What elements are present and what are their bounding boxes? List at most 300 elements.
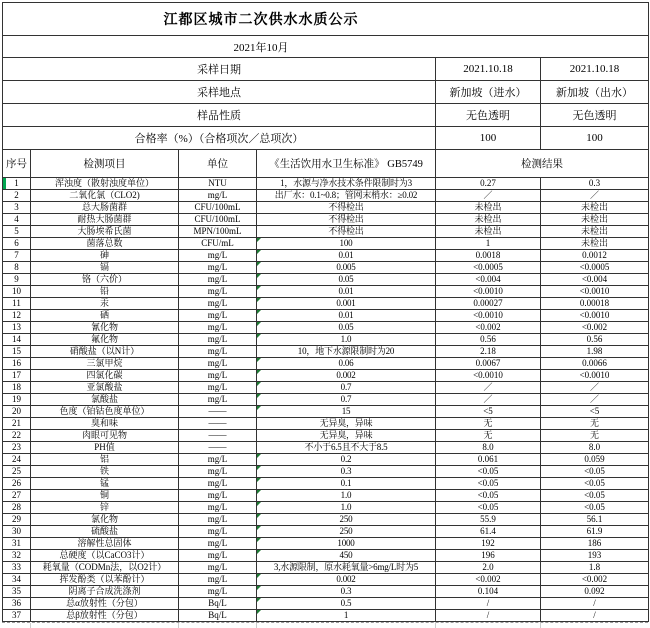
cell-standard: 0.2 [257, 454, 436, 466]
cell-unit: CFU/100mL [179, 202, 257, 214]
cell-item: 四氯化碳 [31, 370, 179, 382]
cell-result-inlet: / [436, 598, 541, 610]
cell-result-inlet: ／ [436, 382, 541, 394]
cell-unit: mg/L [179, 250, 257, 262]
cell-unit: —— [179, 430, 257, 442]
cell-item: 氯酸盐 [31, 394, 179, 406]
cell-item: 耗氧量（CODMn法，以O2计） [31, 562, 179, 574]
cell-result-inlet: ／ [436, 394, 541, 406]
cell-no: 12 [3, 310, 31, 322]
table-row [3, 454, 649, 466]
cell-item: 汞 [31, 298, 179, 310]
cell-no: 4 [3, 214, 31, 226]
cell-result-outlet: 8.0 [541, 442, 649, 454]
green-corner-marker [257, 526, 261, 530]
report-month: 2021年10月 [233, 41, 289, 54]
cell-item: 菌落总数 [31, 238, 179, 250]
cell-result-inlet: <0.002 [436, 322, 541, 334]
cell-item: 肉眼可见物 [31, 430, 179, 442]
page-title: 江都区城市二次供水水质公示 [163, 13, 359, 28]
cell-result-inlet: 无 [436, 418, 541, 430]
cell-standard: 0.5 [257, 598, 436, 610]
table-row [3, 286, 649, 298]
cell-result-inlet: <0.0010 [436, 370, 541, 382]
cell-item: 溶解性总固体 [31, 538, 179, 550]
cell-item: 色度（铂钴色度单位） [31, 406, 179, 418]
cell-no: 1 [3, 178, 31, 190]
sampling-location-row [3, 81, 649, 104]
cell-no: 36 [3, 598, 31, 610]
cell-item: 铝 [31, 454, 179, 466]
cell-result-outlet: ／ [541, 190, 649, 202]
cell-result-outlet: 0.092 [541, 586, 649, 598]
cell-standard: 0.7 [257, 382, 436, 394]
cell-result-inlet: <0.05 [436, 478, 541, 490]
header-result: 检测结果 [436, 150, 649, 178]
cell-result-outlet: 未检出 [541, 202, 649, 214]
cell-result-outlet: <0.0010 [541, 310, 649, 322]
cell-result-inlet: <0.0010 [436, 310, 541, 322]
cell-unit: —— [179, 442, 257, 454]
cell-unit: CFU/100mL [179, 214, 257, 226]
cell-unit: mg/L [179, 454, 257, 466]
table-row [3, 562, 649, 574]
table-row [3, 574, 649, 586]
subtitle-cell [3, 36, 649, 58]
cell-result-inlet: 61.4 [436, 526, 541, 538]
cell-no: 15 [3, 346, 31, 358]
table-row [3, 238, 649, 250]
cell-result-inlet: ／ [436, 190, 541, 202]
sampling-date-label: 采样日期 [3, 58, 436, 81]
table-row [3, 202, 649, 214]
gridline [178, 623, 179, 628]
green-corner-marker [257, 286, 261, 290]
cell-result-inlet: 0.56 [436, 334, 541, 346]
cell-unit: mg/L [179, 370, 257, 382]
table-row [3, 514, 649, 526]
table-row [3, 526, 649, 538]
cell-no: 25 [3, 466, 31, 478]
cell-result-outlet: ／ [541, 394, 649, 406]
cell-item: 总硬度（以CaCO3计） [31, 550, 179, 562]
column-header-row [3, 150, 649, 178]
green-corner-marker [257, 298, 261, 302]
table-row [3, 298, 649, 310]
sampling-location-outlet: 新加坡（出水） [541, 81, 649, 104]
table-row [3, 250, 649, 262]
cell-standard: 0.001 [257, 298, 436, 310]
green-corner-marker [257, 238, 261, 242]
table-row [3, 382, 649, 394]
table-row [3, 502, 649, 514]
cell-standard: 1.0 [257, 502, 436, 514]
cell-unit: mg/L [179, 322, 257, 334]
cell-item: 铁 [31, 466, 179, 478]
cell-no: 29 [3, 514, 31, 526]
cell-standard: 不得检出 [257, 202, 436, 214]
cell-item: 浑浊度（散射浊度单位） [31, 178, 179, 190]
table-row [3, 334, 649, 346]
green-corner-marker [257, 322, 261, 326]
cell-standard: 0.01 [257, 250, 436, 262]
cell-unit: NTU [179, 178, 257, 190]
cell-result-inlet: 1 [436, 238, 541, 250]
cell-standard: 0.05 [257, 274, 436, 286]
cell-result-inlet: 无 [436, 430, 541, 442]
report-sheet [2, 2, 648, 628]
table-row [3, 490, 649, 502]
cell-result-outlet: <0.05 [541, 478, 649, 490]
cell-result-inlet: 2.0 [436, 562, 541, 574]
cell-item: PH值 [31, 442, 179, 454]
cell-unit: CFU/mL [179, 238, 257, 250]
cell-result-inlet: 0.0018 [436, 250, 541, 262]
cell-result-outlet: <0.05 [541, 502, 649, 514]
green-corner-marker [257, 406, 261, 410]
cell-standard: 无异臭，异味 [257, 418, 436, 430]
cell-no: 22 [3, 430, 31, 442]
green-corner-marker [257, 586, 261, 590]
header-standard: 《生活饮用水卫生标准》 GB5749 [257, 150, 436, 178]
cell-item: 氯化物 [31, 514, 179, 526]
green-corner-marker [257, 454, 261, 458]
table-body [3, 178, 649, 622]
page-break-strip [2, 622, 648, 628]
pass-rate-inlet: 100 [436, 127, 541, 150]
gridline [30, 623, 31, 628]
table-row [3, 358, 649, 370]
table-row [3, 550, 649, 562]
cell-item: 硝酸盐（以N计） [31, 346, 179, 358]
cell-result-inlet: 0.061 [436, 454, 541, 466]
green-corner-marker [257, 394, 261, 398]
cell-result-outlet: 61.9 [541, 526, 649, 538]
cell-result-outlet: 无 [541, 418, 649, 430]
cell-unit: mg/L [179, 478, 257, 490]
cell-result-inlet: <0.004 [436, 274, 541, 286]
cell-result-outlet: <0.0010 [541, 370, 649, 382]
cell-standard: 出厂水：0.1~0.8；管网末梢水：≥0.02 [257, 190, 436, 202]
cell-result-outlet: 193 [541, 550, 649, 562]
cell-no: 31 [3, 538, 31, 550]
cell-result-inlet: 未检出 [436, 214, 541, 226]
title-row [3, 3, 649, 36]
cell-result-inlet: 55.9 [436, 514, 541, 526]
cell-result-outlet: / [541, 598, 649, 610]
green-corner-marker [257, 262, 261, 266]
cell-item: 铅 [31, 286, 179, 298]
cell-unit: mg/L [179, 310, 257, 322]
cell-no: 8 [3, 262, 31, 274]
cell-unit: mg/L [179, 286, 257, 298]
cell-item: 阴离子合成洗涤剂 [31, 586, 179, 598]
cell-result-outlet: <0.002 [541, 322, 649, 334]
sampling-location-label: 采样地点 [3, 81, 436, 104]
cell-standard: 0.3 [257, 466, 436, 478]
cell-result-outlet: 0.3 [541, 178, 649, 190]
cell-result-inlet: <0.0005 [436, 262, 541, 274]
table-row [3, 442, 649, 454]
cell-result-inlet: 未检出 [436, 226, 541, 238]
pass-rate-outlet: 100 [541, 127, 649, 150]
green-corner-marker [257, 358, 261, 362]
table-row [3, 322, 649, 334]
cell-no: 3 [3, 202, 31, 214]
cell-result-outlet: 0.56 [541, 334, 649, 346]
cell-standard: 0.1 [257, 478, 436, 490]
cell-item: 硫酸盐 [31, 526, 179, 538]
table-row [3, 214, 649, 226]
green-corner-marker [257, 478, 261, 482]
cell-item: 硒 [31, 310, 179, 322]
cell-result-outlet: 未检出 [541, 238, 649, 250]
cell-result-outlet: ／ [541, 382, 649, 394]
cell-result-inlet: 192 [436, 538, 541, 550]
cell-standard: 1000 [257, 538, 436, 550]
cell-item: 臭和味 [31, 418, 179, 430]
table-row [3, 226, 649, 238]
gridline [435, 623, 436, 628]
green-corner-marker [257, 274, 261, 278]
cell-item: 总β放射性（分包） [31, 610, 179, 622]
green-corner-marker [257, 490, 261, 494]
cell-unit: mg/L [179, 526, 257, 538]
cell-result-inlet: 0.0067 [436, 358, 541, 370]
cell-no: 2 [3, 190, 31, 202]
header-no: 序号 [3, 150, 31, 178]
cell-result-outlet: 0.0066 [541, 358, 649, 370]
cell-result-outlet: 0.0012 [541, 250, 649, 262]
sampling-date-outlet: 2021.10.18 [541, 58, 649, 81]
cell-result-outlet: <0.05 [541, 466, 649, 478]
cell-unit: mg/L [179, 262, 257, 274]
sampling-location-inlet: 新加坡（进水） [436, 81, 541, 104]
cell-result-outlet: 0.00018 [541, 298, 649, 310]
cell-no: 6 [3, 238, 31, 250]
cell-standard: 0.05 [257, 322, 436, 334]
cell-result-inlet: 未检出 [436, 202, 541, 214]
cell-unit: mg/L [179, 502, 257, 514]
cell-standard: 450 [257, 550, 436, 562]
cell-no: 11 [3, 298, 31, 310]
cell-unit: Bq/L [179, 610, 257, 622]
cell-result-outlet: <0.0005 [541, 262, 649, 274]
cell-result-outlet: 56.1 [541, 514, 649, 526]
cell-result-outlet: / [541, 610, 649, 622]
cell-standard: 1 [257, 610, 436, 622]
cell-no: 28 [3, 502, 31, 514]
subtitle-row [3, 36, 649, 58]
green-corner-marker [257, 502, 261, 506]
cell-result-inlet: 0.104 [436, 586, 541, 598]
cell-unit: mg/L [179, 562, 257, 574]
cell-unit: mg/L [179, 334, 257, 346]
cell-result-inlet: 8.0 [436, 442, 541, 454]
cell-result-inlet: <0.002 [436, 574, 541, 586]
cell-no: 7 [3, 250, 31, 262]
green-corner-marker [257, 382, 261, 386]
cell-result-inlet: <5 [436, 406, 541, 418]
cell-item: 三氯甲烷 [31, 358, 179, 370]
cell-result-outlet: 未检出 [541, 226, 649, 238]
table-row [3, 394, 649, 406]
cell-item: 锰 [31, 478, 179, 490]
table-row [3, 430, 649, 442]
cell-unit: —— [179, 406, 257, 418]
cell-unit: mg/L [179, 490, 257, 502]
green-corner-marker [257, 514, 261, 518]
cell-standard: 0.3 [257, 586, 436, 598]
cell-no: 9 [3, 274, 31, 286]
table-row [3, 610, 649, 622]
table-row [3, 406, 649, 418]
cell-no: 13 [3, 322, 31, 334]
cell-result-outlet: 未检出 [541, 214, 649, 226]
cell-standard: 0.002 [257, 574, 436, 586]
cell-no: 34 [3, 574, 31, 586]
gridline [256, 623, 257, 628]
cell-item: 挥发酚类（以苯酚计） [31, 574, 179, 586]
cell-standard: 250 [257, 526, 436, 538]
green-corner-marker [257, 574, 261, 578]
green-corner-marker [257, 334, 261, 338]
cell-result-inlet: <0.05 [436, 466, 541, 478]
sampling-date-row [3, 58, 649, 81]
cell-no: 27 [3, 490, 31, 502]
cell-no: 14 [3, 334, 31, 346]
cell-unit: mg/L [179, 382, 257, 394]
cell-result-inlet: 0.00027 [436, 298, 541, 310]
cell-item: 氰化物 [31, 322, 179, 334]
header-unit: 单位 [179, 150, 257, 178]
cell-standard: 10，地下水源限制时为20 [257, 346, 436, 358]
cell-unit: mg/L [179, 466, 257, 478]
cell-standard: 3,水源限制，原水耗氧量>6mg/L时为5 [257, 562, 436, 574]
cell-result-outlet: 0.059 [541, 454, 649, 466]
cell-result-outlet: <0.05 [541, 490, 649, 502]
cell-result-inlet: 196 [436, 550, 541, 562]
cell-no: 20 [3, 406, 31, 418]
table-row [3, 478, 649, 490]
table-row [3, 190, 649, 202]
cell-item: 锌 [31, 502, 179, 514]
header-item: 检测项目 [31, 150, 179, 178]
table-row [3, 274, 649, 286]
cell-result-inlet: 2.18 [436, 346, 541, 358]
cell-unit: mg/L [179, 586, 257, 598]
cell-result-outlet: 1.8 [541, 562, 649, 574]
green-corner-marker [257, 466, 261, 470]
cell-unit: mg/L [179, 514, 257, 526]
green-corner-marker [257, 610, 261, 614]
cell-standard: 1.0 [257, 490, 436, 502]
green-corner-marker [257, 250, 261, 254]
green-corner-marker [257, 598, 261, 602]
cell-result-inlet: <0.0010 [436, 286, 541, 298]
cell-item: 砷 [31, 250, 179, 262]
cell-standard: 15 [257, 406, 436, 418]
cell-unit: mg/L [179, 538, 257, 550]
cell-unit: mg/L [179, 394, 257, 406]
cell-item: 耐热大肠菌群 [31, 214, 179, 226]
pass-rate-row [3, 127, 649, 150]
cell-item: 铜 [31, 490, 179, 502]
cell-result-outlet: <0.0010 [541, 286, 649, 298]
cell-unit: MPN/100mL [179, 226, 257, 238]
cell-item: 总α放射性（分包） [31, 598, 179, 610]
title-cell [3, 3, 649, 36]
cell-unit: mg/L [179, 274, 257, 286]
cell-item: 二氧化氯（CLO2) [31, 190, 179, 202]
cell-item: 铬（六价） [31, 274, 179, 286]
cell-no: 18 [3, 382, 31, 394]
cell-result-outlet: <0.002 [541, 574, 649, 586]
cell-no: 32 [3, 550, 31, 562]
table-row [3, 262, 649, 274]
cell-item: 总大肠菌群 [31, 202, 179, 214]
cell-standard: 0.06 [257, 358, 436, 370]
cell-no: 19 [3, 394, 31, 406]
table-row [3, 418, 649, 430]
table-row [3, 346, 649, 358]
table-row [3, 598, 649, 610]
cell-standard: 0.01 [257, 286, 436, 298]
cell-result-outlet: 186 [541, 538, 649, 550]
cell-unit: mg/L [179, 298, 257, 310]
green-corner-marker [257, 310, 261, 314]
pass-rate-label: 合格率（%）（合格项次／总项次） [3, 127, 436, 150]
table-row [3, 586, 649, 598]
cell-no: 24 [3, 454, 31, 466]
cell-no: 35 [3, 586, 31, 598]
cell-standard: 不得检出 [257, 226, 436, 238]
cell-unit: mg/L [179, 358, 257, 370]
table-row [3, 466, 649, 478]
cell-result-outlet: 1.98 [541, 346, 649, 358]
table-row [3, 178, 649, 190]
cell-item: 镉 [31, 262, 179, 274]
gridline [540, 623, 541, 628]
cell-result-outlet: <5 [541, 406, 649, 418]
cell-item: 亚氯酸盐 [31, 382, 179, 394]
cell-standard: 0.7 [257, 394, 436, 406]
cell-unit: mg/L [179, 550, 257, 562]
cell-result-inlet: 0.27 [436, 178, 541, 190]
cell-standard: 1，水源与净水技术条件限制时为3 [257, 178, 436, 190]
table-row [3, 370, 649, 382]
table-row [3, 538, 649, 550]
cell-no: 5 [3, 226, 31, 238]
cell-standard: 100 [257, 238, 436, 250]
cell-result-inlet: <0.05 [436, 502, 541, 514]
cell-item: 大肠埃希氏菌 [31, 226, 179, 238]
cell-item: 氟化物 [31, 334, 179, 346]
cell-unit: —— [179, 418, 257, 430]
cell-standard: 1.0 [257, 334, 436, 346]
cell-standard: 不小于6.5且不大于8.5 [257, 442, 436, 454]
cell-standard: 不得检出 [257, 214, 436, 226]
sample-nature-outlet: 无色透明 [541, 104, 649, 127]
green-corner-marker [257, 370, 261, 374]
cell-no: 17 [3, 370, 31, 382]
cell-standard: 0.005 [257, 262, 436, 274]
sample-nature-row [3, 104, 649, 127]
sample-nature-inlet: 无色透明 [436, 104, 541, 127]
cell-no: 33 [3, 562, 31, 574]
green-corner-marker [257, 538, 261, 542]
cell-result-inlet: / [436, 610, 541, 622]
